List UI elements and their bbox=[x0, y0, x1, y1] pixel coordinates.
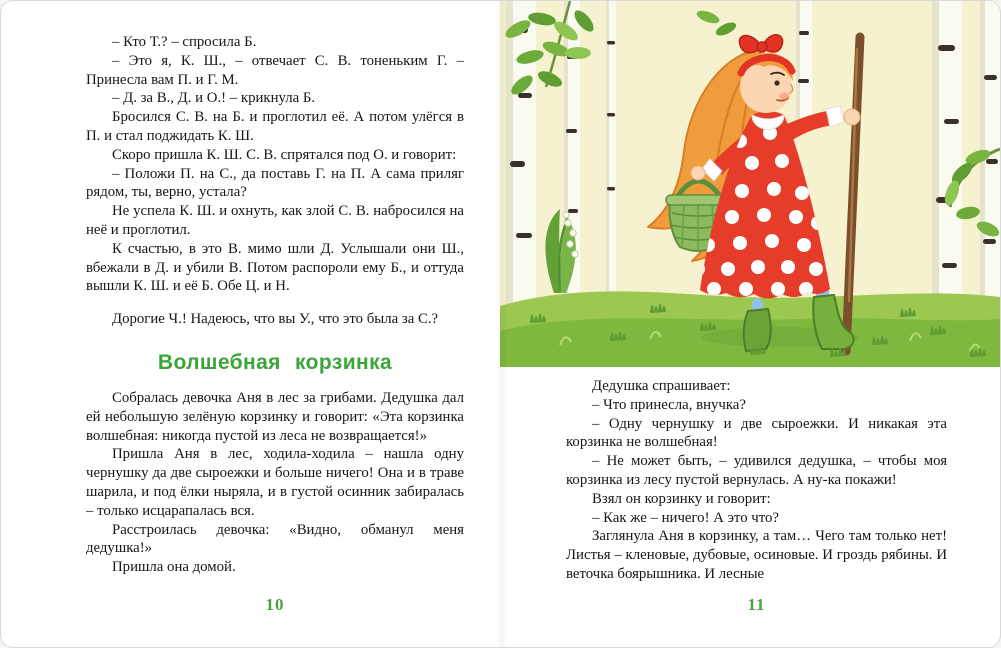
right-page-number: 11 bbox=[747, 595, 766, 614]
story2-paragraph: Пришла Аня в лес, ходила-ходила – нашла одну чернушку да две сыроежки и больше ничего! Она и в траве шарила, и под ёлки ныряла, и в густой осинник забиралась – только исцарапалась вся. bbox=[86, 446, 464, 519]
girl-right-hand bbox=[844, 109, 860, 125]
birch-trunk bbox=[796, 1, 812, 121]
story1-paragraph: – Положи П. на С., да поставь Г. на П. А сама приляг рядом, ты, верно, устала? bbox=[86, 165, 464, 201]
story-paragraph: – Одну чернушку и две сыроежки. И никакая эта корзинка не волшебная! bbox=[566, 415, 947, 451]
birch-trunk bbox=[506, 1, 536, 311]
story2-paragraph: Собралась девочка Аня в лес за грибами. Дедушка дал ей небольшую зелёную корзинку и говорит: «Эта корзинка волшебная: никогда пустой из леса не возвращается!» bbox=[86, 389, 464, 444]
right-page-text bbox=[566, 377, 947, 584]
story1-paragraph: К счастью, в это В. мимо шли Д. Услышали они Ш., вбежали в Д. и убили В. Потом распороли ему Б., и оттуда вышли К. Ш. и её Б. Обе Ц. и Н. bbox=[86, 240, 464, 295]
left-page-text bbox=[86, 33, 464, 577]
girl-left-hand bbox=[691, 166, 705, 180]
story-paragraph: Взял он корзинку и говорит: bbox=[592, 490, 771, 507]
story-paragraph: Заглянула Аня в корзинку, а там… Чего там только нет! Листья – кленовые, дубовые, осиновые. И гроздь рябины. И веточка боярышника. И лесные bbox=[566, 528, 947, 582]
story1-paragraph: Бросился С. В. на Б. и проглотил её. А потом улёгся в П. и стал поджидать К. Ш. bbox=[86, 109, 464, 144]
story1-paragraph: – Это я, К. Ш., – отвечает С. В. тоненьким Г. – Принесла вам П. и Г. М. bbox=[86, 52, 464, 88]
story1-paragraph: – Кто Т.? – спросила Б. bbox=[112, 34, 257, 50]
story-paragraph: Дедушка спрашивает: bbox=[592, 378, 731, 394]
story2-paragraph: Расстроилась девочка: «Видно, обманул меня дедушка!» bbox=[86, 521, 464, 557]
birch-trunk bbox=[606, 1, 616, 311]
birch-trunk bbox=[932, 1, 962, 311]
story-paragraph: – Что принесла, внучка? bbox=[592, 396, 746, 413]
forest-girl-svg bbox=[500, 1, 1000, 367]
story1-paragraph: Не успела К. Ш. и охнуть, как злой С. В. набросился на неё и проглотил. bbox=[86, 203, 464, 238]
story1-paragraph: – Д. за В., Д. и О.! – крикнула Б. bbox=[112, 90, 316, 107]
story-title: Волшебная корзинка bbox=[157, 350, 393, 374]
girl-eye bbox=[774, 80, 779, 85]
forest-girl-illustration bbox=[500, 1, 1000, 367]
story-paragraph: – Не может быть, – удивился дедушка, – чтобы моя корзинка из лесу пустой вернулась. А ну-ка покажи! bbox=[566, 453, 947, 488]
left-page-number: 10 bbox=[265, 595, 285, 614]
story-paragraph: – Как же – ничего! А это что? bbox=[592, 509, 779, 526]
girl-blush bbox=[779, 93, 789, 100]
story1-paragraph: Скоро пришла К. Ш. С. В. спрятался под О. и говорит: bbox=[112, 146, 457, 163]
story2-paragraph: Пришла она домой. bbox=[112, 559, 236, 576]
story1-closing-note: Дорогие Ч.! Надеюсь, что вы У., что это была за С.? bbox=[112, 311, 439, 328]
